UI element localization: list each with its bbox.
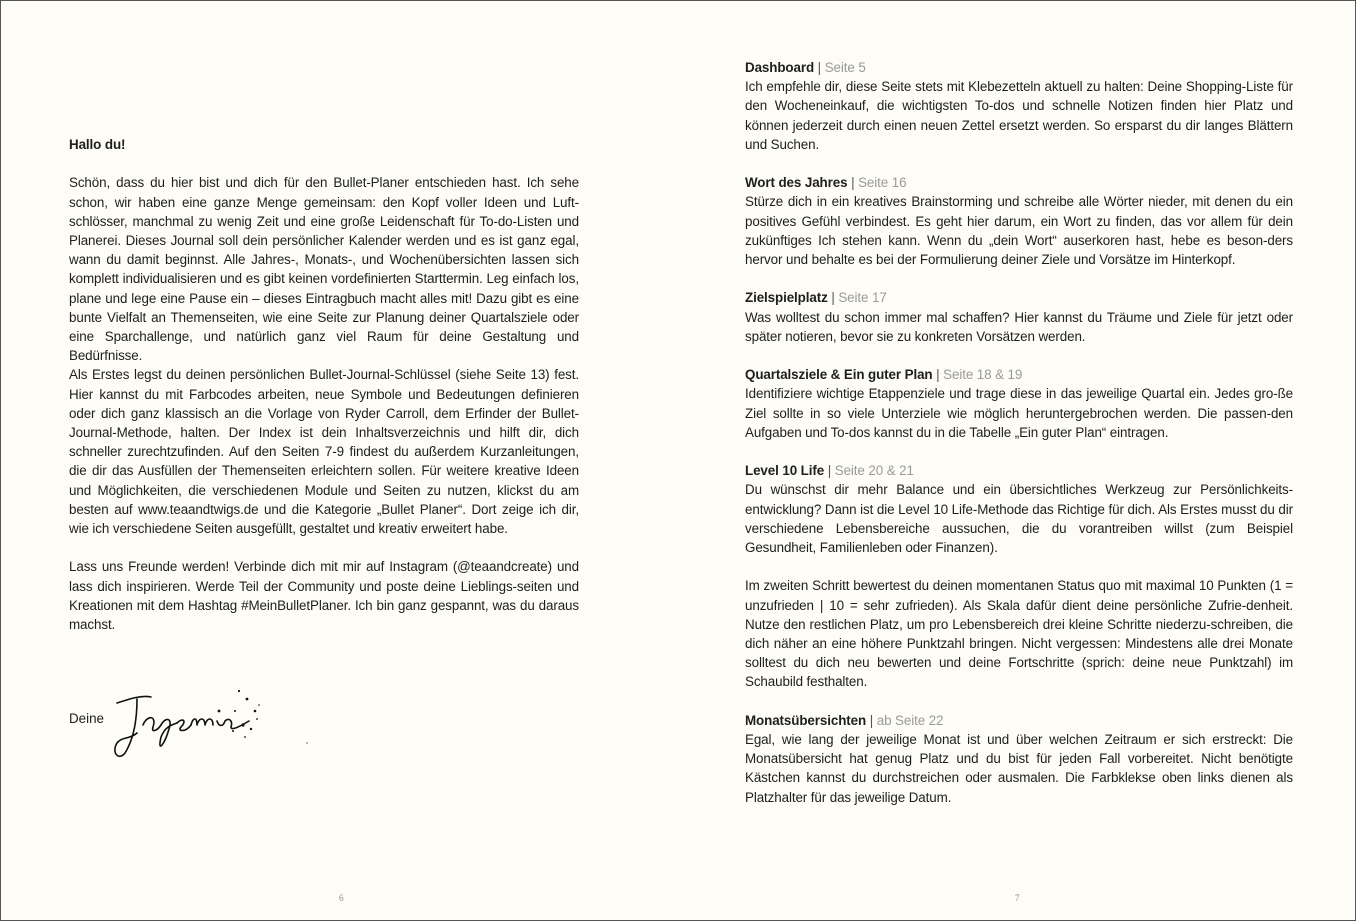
section-heading: [745, 173, 1293, 192]
signature-block: [69, 681, 329, 761]
section-title: Zielspielplatz: [745, 290, 828, 306]
section-title: Level 10 Life: [745, 463, 825, 479]
section-wort-des-jahres: [745, 173, 1293, 269]
section-body: Ich empfehle dir, diese Seite stets mit Klebezetteln aktuell zu halten: Deine Shopping-Liste für den Wocheneinkauf, die wichtigsten To-dos und schnelle Notizen finden hier Platz und können jederzeit durch einen neuen Zettel ersetzt werden. So ersparst du dir langes Blättern und Suchen.: [745, 79, 1293, 152]
section-page-ref: Seite 16: [858, 175, 907, 191]
section-page-ref: Seite 5: [824, 60, 866, 75]
section-body: Stürze dich in ein kreatives Brainstorming und schreibe alle Wörter nieder, mit denen du ein positives Gefühl verbindest. Es geht hier darum, ein Wort zu finden, das vor allem für dein zukünftiges Ich stehen kann. Wenn du „dein Wort“ auserkoren hast, hebe es beson-ders hervor und behalte es bei der Formulierung deiner Ziele und Vorsätze im Hinterkopf.: [745, 194, 1293, 268]
section-monatsuebersichten: [745, 711, 1293, 807]
section-body: Du wünschst dir mehr Balance und ein übersichtliches Werkzeug zur Persönlichkeits-entwicklung? Dann ist die Level 10 Life-Methode das Richtige für dich. Als Erstes musst du dir verschiedene Lebensbereiche aussuchen, die du vorantreiben willst (zum Beispiel Gesundheit, Familienleben oder Finanzen).: [745, 482, 1293, 556]
section-heading: [745, 711, 1293, 730]
section-heading: [745, 461, 1293, 480]
heading-separator: |: [869, 712, 874, 728]
section-body: Was wolltest du schon immer mal schaffen? Hier kannst du Träume und Ziele für jetzt oder später notieren, bevor sie zu konkreten Vorsätzen werden.: [745, 309, 1293, 344]
letter-column: [69, 135, 579, 634]
heading-separator: |: [827, 463, 832, 479]
section-title: Monatsübersichten: [745, 712, 867, 728]
section-heading: [745, 365, 1293, 384]
left-page: [1, 1, 678, 920]
section-page-ref: Seite 18 & 19: [943, 367, 1023, 383]
heading-separator: |: [936, 367, 940, 383]
section-body: Identifiziere wichtige Etappenziele und trage diese in das jeweilige Quartal ein. Jedes gro-ße Ziel sollte in so viele Unterziele wie möglich heruntergebrochen werden. Die passen-den Aufgaben und To-dos kannst du in die Tabelle „Ein guter Plan“ eintragen.: [745, 386, 1293, 440]
section-body-continued: Im zweiten Schritt bewertest du deinen momentanen Status quo mit maximal 10 Punkten (1 = unzufrieden | 10 = sehr zufrieden). Als Skala dafür dient deine persönliche Zufrie-denheit. Nutze den restlichen Platz, um pro Lebensbereich drei kleine Schritte niederzu-schreiben, die dich näher an eine höhere Punktzahl bringen. Nicht vergessen: Mindestens alle drei Monate solltest du dich neu bewerten und deine Fortschritte (sprich: deine neue Punktzahl) im Schaubild festhalten.: [745, 578, 1293, 690]
heading-separator: |: [831, 290, 835, 306]
intro-paragraph: Schön, dass du hier bist und dich für den Bullet-Planer entschieden hast. Ich sehe schon, wir haben eine ganze Menge gemeinsam: den Kopf voller Ideen und Luft-schlösser, manchmal zu wenig Zeit und eine große Leidenschaft für To-do-Listen und Planerei. Dieses Journal soll dein persönlicher Kalender werden und es ist ganz egal, wann du damit beginnst. Alle Jahres-, Monats-, und Wochenübersichten lassen sich komplett individualisieren und es gibt keinen vordefinierten Starttermin. Leg einfach los, plane und lege eine Pause ein – dieses Eintragbuch macht alles mit! Dazu gibt es eine bunte Vielfalt an Themenseiten, wie eine Seite zur Planung deiner Quartalsziele oder eine Sparchallenge, und natürlich ganz viel Raum für deine Gestaltung und Bedürfnisse.: [69, 175, 579, 364]
section-page-ref: Seite 17: [838, 290, 887, 306]
instagram-paragraph: Lass uns Freunde werden! Verbinde dich mit mir auf Instagram (@teaandcreate) und lass dich inspirieren. Werde Teil der Community und poste deine Lieblings-seiten und Kreationen mit dem Hashtag #MeinBulletPlaner. Ich bin ganz gespannt, was du daraus machst.: [69, 559, 579, 633]
section-heading: [745, 288, 1293, 307]
sign-prefix: Deine: [69, 711, 104, 726]
heading-separator: |: [851, 175, 855, 191]
section-dashboard: [745, 58, 1293, 154]
section-zielspielplatz: [745, 288, 1293, 346]
section-body: Egal, wie lang der jeweilige Monat ist und über welchen Zeitraum er sich erstreckt: Die Monatsübersicht hat genug Platz und du bist für jeden Fall vorbereitet. Nicht benötigte Kästchen kannst du durchstreichen oder ausmalen. Die Farbklekse oben links dienen als Platzhalter für das jeweilige Datum.: [745, 732, 1293, 805]
section-quartalsziele: [745, 365, 1293, 442]
handwritten-signature: [107, 681, 317, 761]
section-heading: [745, 58, 1293, 77]
section-page-ref: ab Seite 22: [876, 712, 944, 728]
section-level-10-life: [745, 461, 1293, 691]
greeting-heading: Hallo du!: [69, 137, 126, 152]
right-page: [678, 1, 1355, 920]
heading-separator: |: [817, 60, 822, 75]
section-page-ref: Seite 20 & 21: [834, 463, 914, 479]
section-title: Quartalsziele & Ein guter Plan: [745, 367, 933, 383]
guide-column: [745, 58, 1293, 826]
page-number: 7: [1015, 893, 1020, 903]
section-title: Dashboard: [745, 60, 815, 75]
journal-key-paragraph: Als Erstes legst du deinen persönlichen Bullet-Journal-Schlüssel (siehe Seite 13) fest. Hier kannst du mit Farbcodes arbeiten, neue Symbole und Bedeutungen definieren oder dich ganz klassisch an die Vorlage von Ryder Carroll, dem Erfinder der Bullet-Journal-Methode, halten. Der Index ist dein Inhaltsverzeichnis und hilft dir, dich schneller zurechtzufinden. Auf den Seiten 7-9 findest du außerdem Kurzanleitungen, die dir das Ausfüllen der Themenseiten erleichtern sollen. Für weitere kreative Ideen und Möglichkeiten, die verschiedenen Module und Seiten zu nutzen, klickst du am besten auf www.teaandtwigs.de und die Kategorie „Bullet Planer“. Dort zeige ich dir, wie ich verschiedene Seiten ausgefüllt, gestaltet und kreativ erweitert habe.: [69, 367, 579, 537]
page-number: 6: [339, 893, 344, 903]
section-title: Wort des Jahres: [745, 175, 848, 191]
